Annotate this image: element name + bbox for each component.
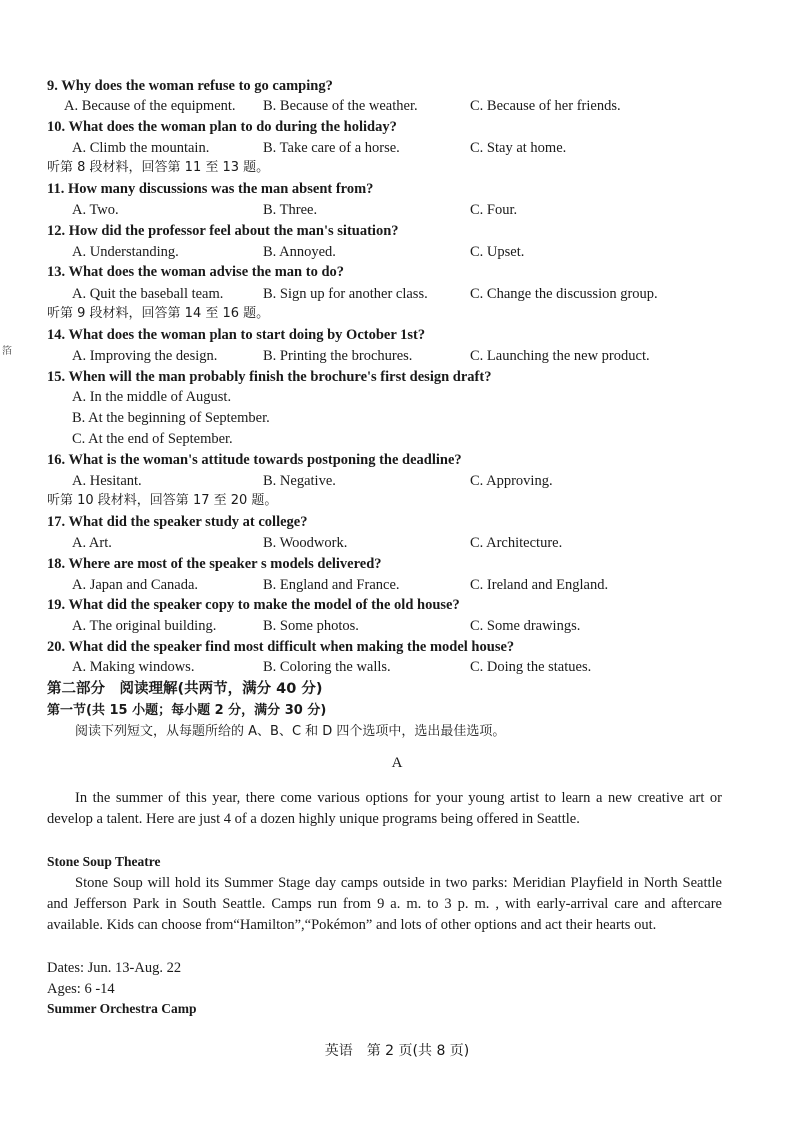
question-text: 15. When will the man probably finish the brochure's first design draft? bbox=[47, 369, 492, 385]
option-a: A. Japan and Canada. bbox=[72, 577, 199, 593]
section-one-heading bbox=[0, 701, 794, 721]
options-14 bbox=[0, 346, 794, 366]
option-b: B. Printing the brochures. bbox=[263, 348, 413, 364]
option-c: C. At the end of September. bbox=[72, 431, 233, 447]
option-c: C. Doing the statues. bbox=[470, 659, 592, 675]
option-a: A. Because of the equipment. bbox=[64, 98, 236, 114]
option-c: C. Ireland and England. bbox=[470, 577, 609, 593]
heading-text: Stone Soup Theatre bbox=[47, 854, 161, 869]
question-16 bbox=[0, 450, 794, 470]
option-b: B. Some photos. bbox=[263, 618, 359, 634]
option-c: C. Some drawings. bbox=[470, 618, 581, 634]
instruction-text: 阅读下列短文，从每题所给的 A、B、C 和 D 四个选项中，选出最佳选项。 bbox=[75, 724, 506, 739]
part-two-heading bbox=[0, 679, 794, 699]
option-b: B. Take care of a horse. bbox=[263, 140, 400, 156]
option-b: B. Sign up for another class. bbox=[263, 286, 428, 302]
options-12 bbox=[0, 242, 794, 262]
question-text: 11. How many discussions was the man absent from? bbox=[47, 181, 374, 197]
instruction-text: 听第 9 段材料，回答第 14 至 16 题。 bbox=[47, 306, 270, 321]
question-text: 16. What is the woman's attitude towards postponing the deadline? bbox=[47, 452, 462, 468]
program-paragraph-1 bbox=[47, 873, 722, 936]
options-17 bbox=[0, 533, 794, 553]
question-text: 17. What did the speaker study at college? bbox=[47, 514, 308, 530]
options-10 bbox=[0, 138, 794, 158]
question-14 bbox=[0, 325, 794, 345]
option-b: B. England and France. bbox=[263, 577, 400, 593]
question-text: 19. What did the speaker copy to make the model of the old house? bbox=[47, 597, 460, 613]
option-b: B. Annoyed. bbox=[263, 244, 336, 260]
paragraph-text: Stone Soup will hold its Summer Stage day camps outside in two parks: Meridian Playfield in North Seattle and Jefferson Park in South Seattle. Camps run from 9 a. m. to 3 p. m. , with early-arrival care and aftercare available. Kids can choose from“Hamilton”,“Pokémon” and lots of other options and act their hearts out. bbox=[47, 875, 722, 933]
options-16 bbox=[0, 471, 794, 491]
option-a: A. The original building. bbox=[72, 618, 217, 634]
heading-text: 第一节(共 15 小题；每小题 2 分，满分 30 分) bbox=[47, 703, 327, 718]
page-footer: 英语 第 2 页(共 8 页) bbox=[324, 1043, 470, 1059]
passage-letter: A bbox=[391, 755, 403, 771]
question-15 bbox=[0, 367, 794, 387]
option-c: C. Launching the new product. bbox=[470, 348, 650, 364]
margin-mark: 箔 bbox=[2, 346, 12, 357]
question-text: 20. What did the speaker find most difficult when making the model house? bbox=[47, 639, 515, 655]
option-a: A. Hesitant. bbox=[72, 473, 142, 489]
option-c: C. Four. bbox=[470, 202, 518, 218]
option-b: B. Woodwork. bbox=[263, 535, 348, 551]
program-heading-1 bbox=[0, 852, 794, 872]
option-a: A. Making windows. bbox=[72, 659, 195, 675]
dates-text: Dates: Jun. 13-Aug. 22 bbox=[47, 960, 182, 976]
question-text: 12. How did the professor feel about the man's situation? bbox=[47, 223, 399, 239]
option-c: C. Architecture. bbox=[470, 535, 563, 551]
question-text: 10. What does the woman plan to do during the holiday? bbox=[47, 119, 397, 135]
option-c: C. Approving. bbox=[470, 473, 553, 489]
program-ages bbox=[0, 979, 794, 999]
question-18 bbox=[0, 554, 794, 574]
options-11 bbox=[0, 200, 794, 220]
instruction-text: 听第 8 段材料，回答第 11 至 13 题。 bbox=[47, 160, 270, 175]
option-c: C. Because of her friends. bbox=[470, 98, 621, 114]
option-c: C. Change the discussion group. bbox=[470, 286, 658, 302]
option-b: B. Because of the weather. bbox=[263, 98, 418, 114]
options-13 bbox=[0, 284, 794, 304]
option-b: B. At the beginning of September. bbox=[72, 410, 270, 426]
question-text: 18. Where are most of the speaker s models delivered? bbox=[47, 556, 382, 572]
passage-intro bbox=[47, 788, 722, 830]
intro-paragraph: In the summer of this year, there come various options for your young artist to learn a new creative art or develop a talent. Here are just 4 of a dozen highly unique programs being offered in Seattle. bbox=[47, 790, 722, 827]
reading-instruction bbox=[0, 722, 794, 742]
question-11 bbox=[0, 179, 794, 199]
option-a: A. Climb the mountain. bbox=[72, 140, 210, 156]
question-20 bbox=[0, 637, 794, 657]
program-heading-2 bbox=[0, 999, 794, 1019]
question-17 bbox=[0, 512, 794, 532]
option-b: B. Three. bbox=[263, 202, 318, 218]
option-a: A. Quit the baseball team. bbox=[72, 286, 224, 302]
instruction-section-10 bbox=[0, 491, 794, 511]
question-text: 14. What does the woman plan to start doing by October 1st? bbox=[47, 327, 426, 343]
options-20 bbox=[0, 657, 794, 677]
heading-text: 第二部分 阅读理解(共两节，满分 40 分) bbox=[47, 681, 323, 697]
question-13 bbox=[0, 262, 794, 282]
option-a: A. Understanding. bbox=[72, 244, 179, 260]
option-a: A. Improving the design. bbox=[72, 348, 218, 364]
question-9 bbox=[0, 76, 794, 96]
instruction-section-9 bbox=[0, 304, 794, 324]
option-b: B. Negative. bbox=[263, 473, 336, 489]
heading-text: Summer Orchestra Camp bbox=[47, 1001, 197, 1016]
question-12 bbox=[0, 221, 794, 241]
question-text: 9. Why does the woman refuse to go camping? bbox=[47, 78, 333, 94]
question-text: 13. What does the woman advise the man to do? bbox=[47, 264, 345, 280]
option-a: A. In the middle of August. bbox=[72, 389, 232, 405]
options-18 bbox=[0, 575, 794, 595]
question-19 bbox=[0, 595, 794, 615]
options-9 bbox=[0, 96, 794, 116]
instruction-section-8 bbox=[0, 158, 794, 178]
option-b: B. Coloring the walls. bbox=[263, 659, 391, 675]
option-a: A. Art. bbox=[72, 535, 112, 551]
option-a: A. Two. bbox=[72, 202, 119, 218]
program-dates bbox=[0, 958, 794, 978]
option-15-a bbox=[0, 387, 794, 407]
instruction-text: 听第 10 段材料，回答第 17 至 20 题。 bbox=[47, 493, 278, 508]
question-10 bbox=[0, 117, 794, 137]
option-c: C. Upset. bbox=[470, 244, 525, 260]
option-15-b bbox=[0, 408, 794, 428]
option-c: C. Stay at home. bbox=[470, 140, 567, 156]
option-15-c bbox=[0, 429, 794, 449]
ages-text: Ages: 6 -14 bbox=[47, 981, 115, 997]
options-19 bbox=[0, 616, 794, 636]
